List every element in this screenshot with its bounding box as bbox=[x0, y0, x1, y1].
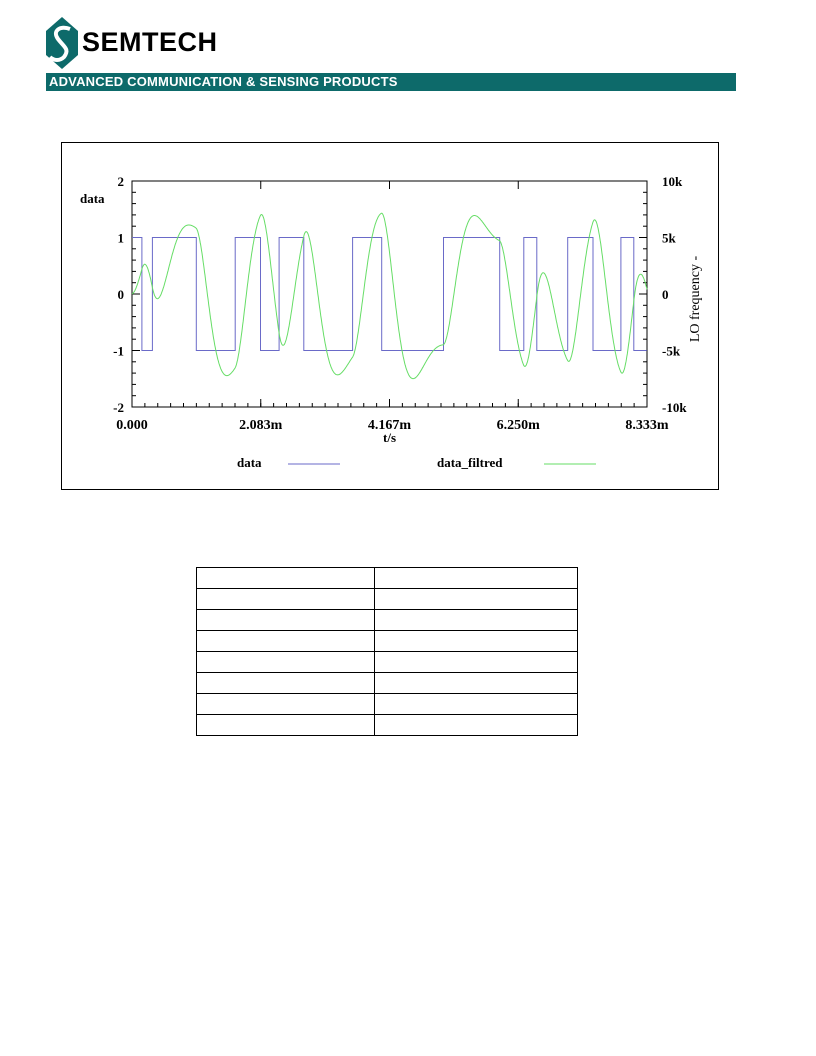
table-cell bbox=[375, 715, 578, 736]
spec-table bbox=[196, 567, 578, 736]
y-left-tick-label: 0 bbox=[117, 287, 124, 302]
table-cell bbox=[375, 694, 578, 715]
chart-frame bbox=[61, 142, 719, 490]
y-right-tick-label: -10k bbox=[662, 400, 687, 415]
table-row bbox=[197, 610, 578, 631]
table-cell bbox=[197, 715, 375, 736]
tagline-banner bbox=[46, 73, 736, 91]
data-filtred-series-line bbox=[132, 213, 647, 378]
table-row bbox=[197, 694, 578, 715]
table-cell bbox=[375, 631, 578, 652]
table-cell bbox=[197, 694, 375, 715]
table-row bbox=[197, 568, 578, 589]
table-cell bbox=[197, 589, 375, 610]
brand-name: SEMTECH bbox=[82, 27, 218, 57]
x-tick-label: 4.167m bbox=[367, 418, 412, 433]
y-left-tick-label: 1 bbox=[117, 230, 124, 246]
table-cell bbox=[197, 568, 375, 589]
table-cell bbox=[375, 589, 578, 610]
table-row bbox=[197, 589, 578, 610]
plot-border bbox=[132, 181, 647, 407]
x-tick-label: 2.083m bbox=[239, 418, 283, 433]
legend-label-data-filtred: data_filtred bbox=[437, 455, 503, 470]
y-left-tick-label: -2 bbox=[113, 400, 124, 415]
table-cell bbox=[375, 652, 578, 673]
legend-label-data: data bbox=[237, 455, 262, 470]
table-row bbox=[197, 631, 578, 652]
y-right-tick-label: -5k bbox=[662, 343, 681, 359]
table-cell bbox=[197, 610, 375, 631]
table-cell bbox=[375, 610, 578, 631]
table-cell bbox=[197, 652, 375, 673]
waveform-chart bbox=[62, 143, 720, 491]
y-right-tick-label: 5k bbox=[662, 230, 676, 246]
y-right-axis-label: LO frequency - bbox=[688, 255, 703, 343]
table-row bbox=[197, 715, 578, 736]
table-cell bbox=[197, 673, 375, 694]
y-right-tick-label: 0 bbox=[662, 287, 669, 302]
table-cell bbox=[375, 673, 578, 694]
y-left-axis-label: data bbox=[80, 191, 105, 206]
y-left-tick-label: -1 bbox=[113, 343, 124, 359]
x-tick-label: 8.333m bbox=[625, 418, 669, 433]
tagline: ADVANCED COMMUNICATION & SENSING PRODUCTS bbox=[49, 74, 398, 89]
x-tick-label: 6.250m bbox=[496, 418, 540, 433]
semtech-logo-icon bbox=[46, 17, 78, 69]
y-right-tick-label: 10k bbox=[662, 174, 683, 189]
table-cell bbox=[197, 631, 375, 652]
table-row bbox=[197, 673, 578, 694]
table-cell bbox=[375, 568, 578, 589]
x-tick-label: 0.000 bbox=[116, 418, 148, 433]
x-axis-label: t/s bbox=[383, 430, 396, 445]
y-left-tick-label: 2 bbox=[117, 174, 124, 189]
table-row bbox=[197, 652, 578, 673]
